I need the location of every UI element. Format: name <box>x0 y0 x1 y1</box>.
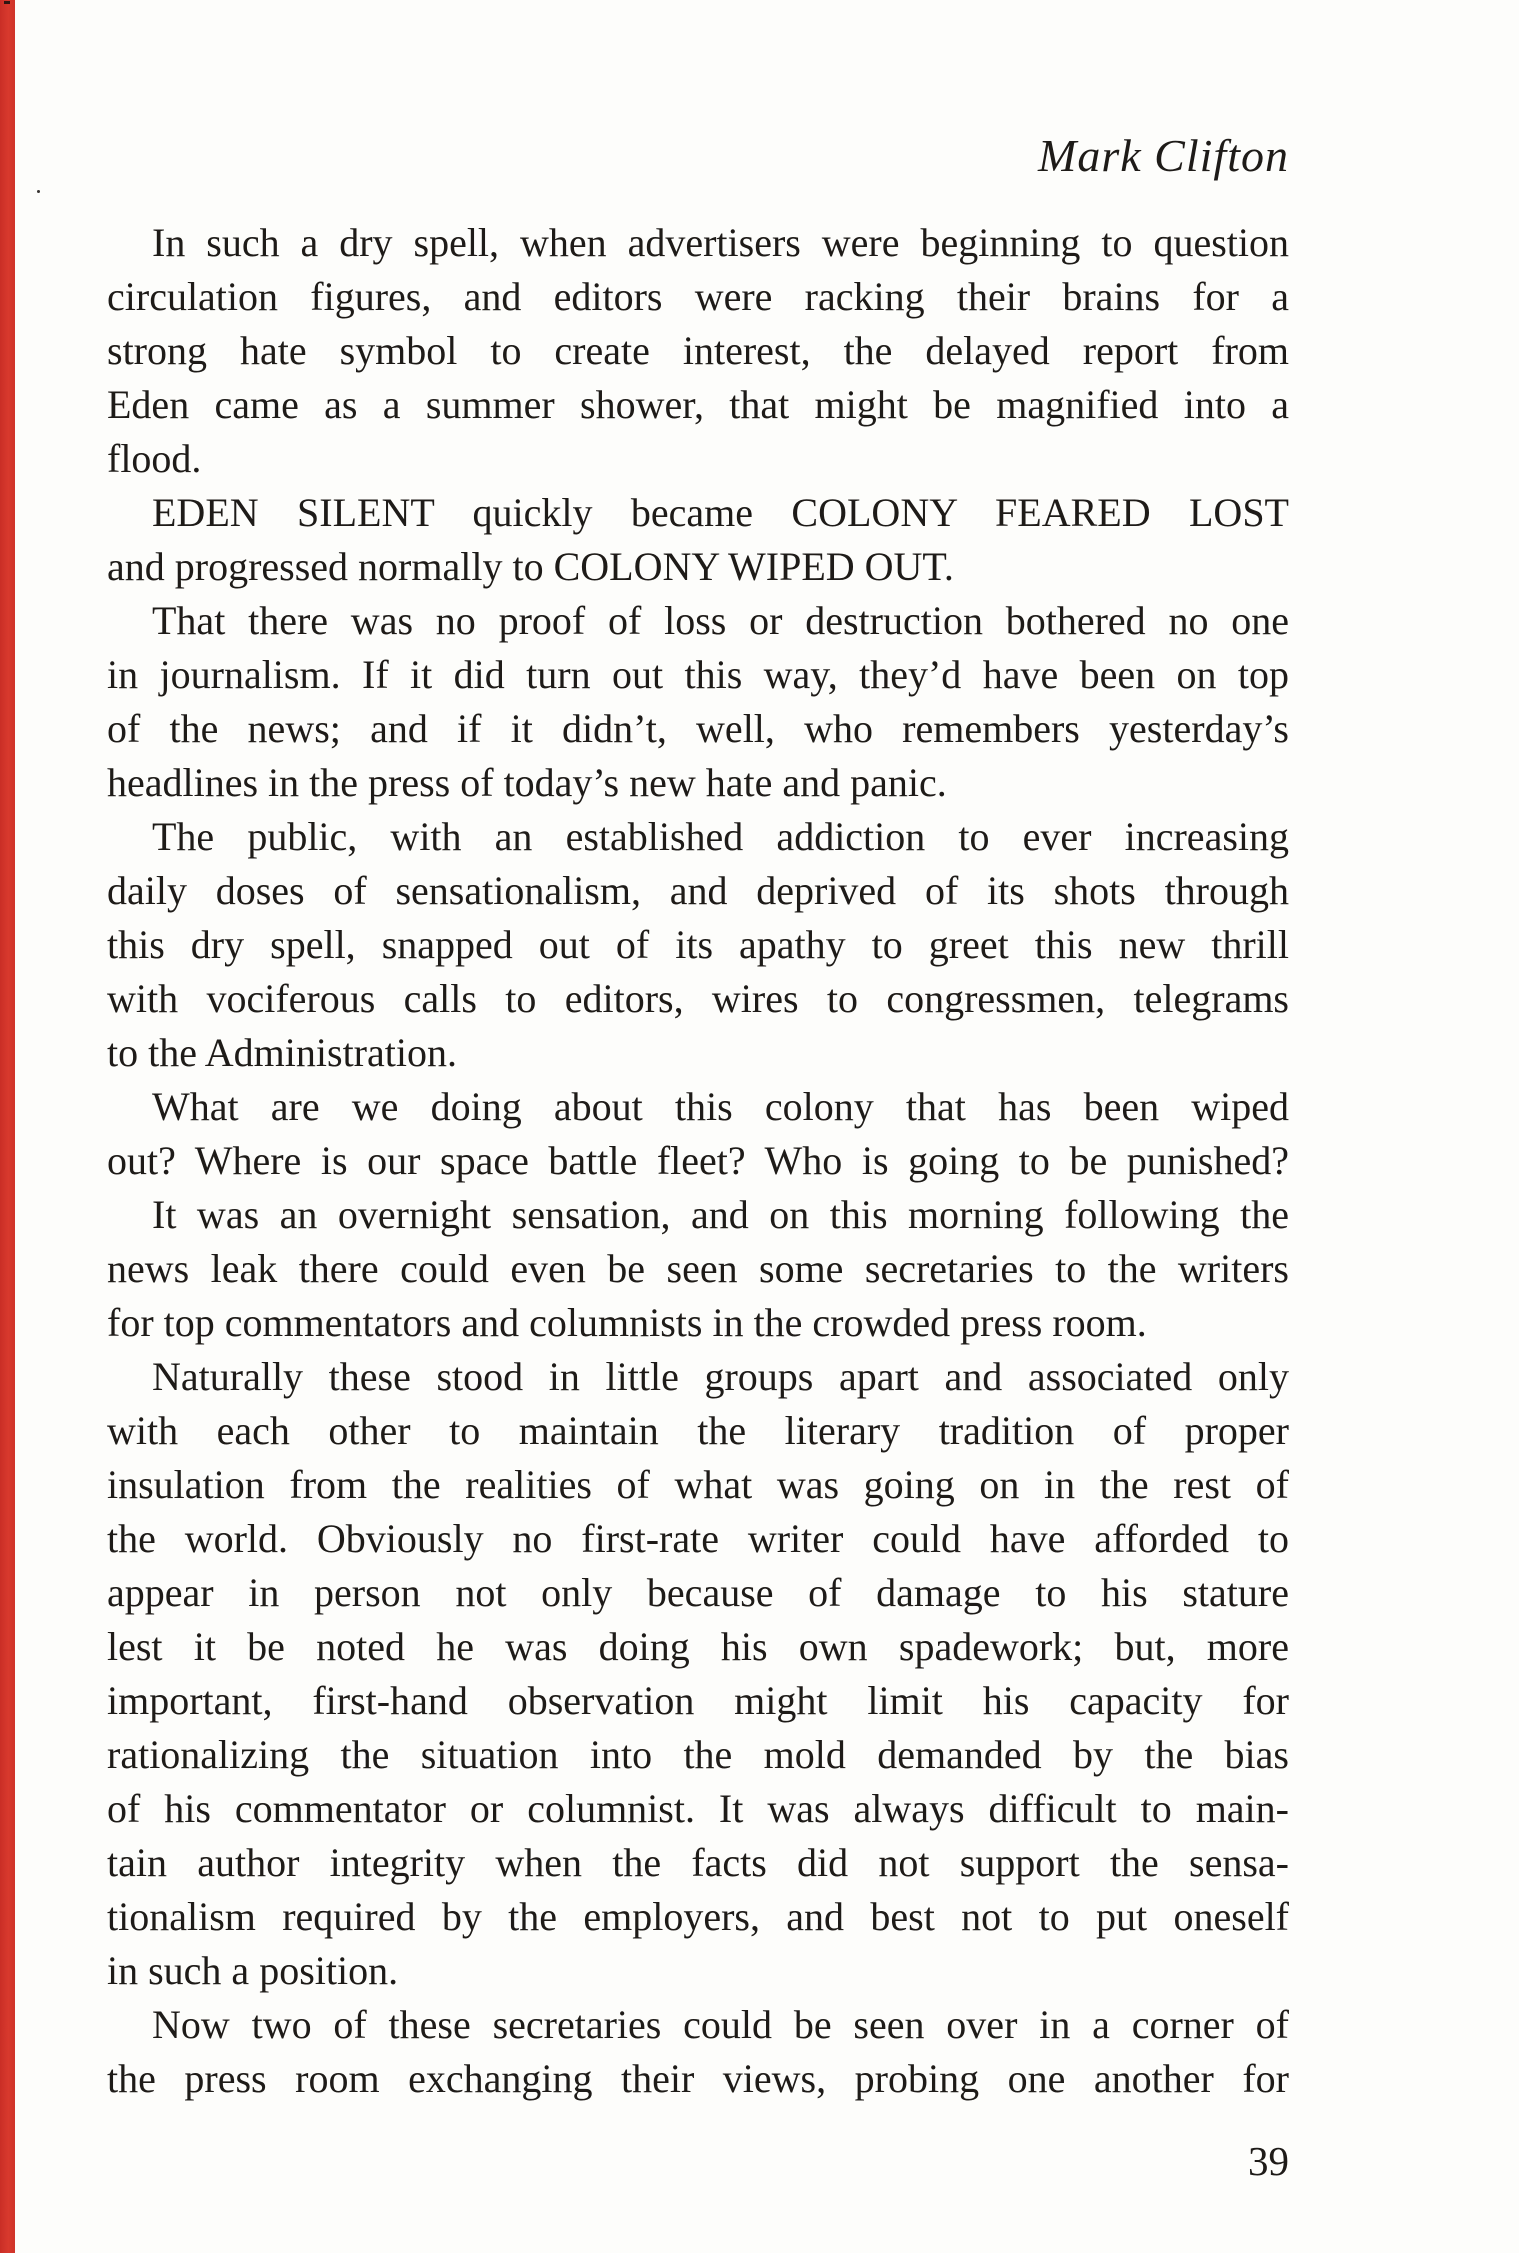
body-line: this dry spell, snapped out of its apathy to greet this new thrill <box>107 922 1289 967</box>
scan-speck <box>4 1 10 4</box>
body-line: important, first-hand observation might limit his capacity for <box>107 1678 1289 1723</box>
body-line: flood. <box>107 436 202 481</box>
body-line: headlines in the press of today’s new hate and panic. <box>107 760 947 805</box>
body-line: in such a position. <box>107 1948 399 1993</box>
body-line: Naturally these stood in little groups apart and associated only <box>152 1354 1289 1399</box>
scan-speck <box>37 190 40 193</box>
body-line: news leak there could even be seen some secretaries to the writers <box>107 1246 1289 1291</box>
body-line: EDEN SILENT quickly became COLONY FEARED LOST <box>152 490 1289 535</box>
body-line: of his commentator or columnist. It was always difficult to main- <box>107 1786 1289 1831</box>
body-line: Eden came as a summer shower, that might be magnified into a <box>107 382 1289 427</box>
body-line: the world. Obviously no first-rate writer could have afforded to <box>107 1516 1289 1561</box>
body-line: for top commentators and columnists in the crowded press room. <box>107 1300 1147 1345</box>
running-header-author: Mark Clifton <box>1038 130 1289 181</box>
body-line: circulation figures, and editors were racking their brains for a <box>107 274 1289 319</box>
body-line: What are we doing about this colony that has been wiped <box>152 1084 1289 1129</box>
body-line: out? Where is our space battle fleet? Who is going to be punished? <box>107 1138 1289 1183</box>
body-line: insulation from the realities of what was going on in the rest of <box>107 1462 1289 1507</box>
body-line: in journalism. If it did turn out this way, they’d have been on top <box>107 652 1289 697</box>
red-page-edge-strip <box>0 0 15 2253</box>
body-line: with each other to maintain the literary tradition of proper <box>107 1408 1289 1453</box>
body-line: to the Administration. <box>107 1030 457 1075</box>
body-text <box>107 216 1289 2106</box>
body-line: strong hate symbol to create interest, the delayed report from <box>107 328 1289 373</box>
body-line: It was an overnight sensation, and on this morning following the <box>152 1192 1289 1237</box>
body-line: In such a dry spell, when advertisers were beginning to question <box>152 220 1289 265</box>
body-line: with vociferous calls to editors, wires to congressmen, telegrams <box>107 976 1289 1021</box>
body-line: tain author integrity when the facts did not support the sensa- <box>107 1840 1289 1885</box>
body-line: daily doses of sensationalism, and deprived of its shots through <box>107 868 1289 913</box>
body-line: and progressed normally to COLONY WIPED OUT. <box>107 544 954 589</box>
body-line: lest it be noted he was doing his own spadework; but, more <box>107 1624 1289 1669</box>
body-line: tionalism required by the employers, and best not to put oneself <box>107 1894 1289 1939</box>
body-line: That there was no proof of loss or destruction bothered no one <box>152 598 1289 643</box>
body-line: Now two of these secretaries could be seen over in a corner of <box>152 2002 1289 2047</box>
body-line: The public, with an established addiction to ever increasing <box>152 814 1289 859</box>
body-line: of the news; and if it didn’t, well, who remembers yesterday’s <box>107 706 1289 751</box>
page-number: 39 <box>1248 2138 1289 2184</box>
body-line: the press room exchanging their views, probing one another for <box>107 2056 1289 2101</box>
body-line: appear in person not only because of damage to his stature <box>107 1570 1289 1615</box>
body-line: rationalizing the situation into the mold demanded by the bias <box>107 1732 1289 1777</box>
